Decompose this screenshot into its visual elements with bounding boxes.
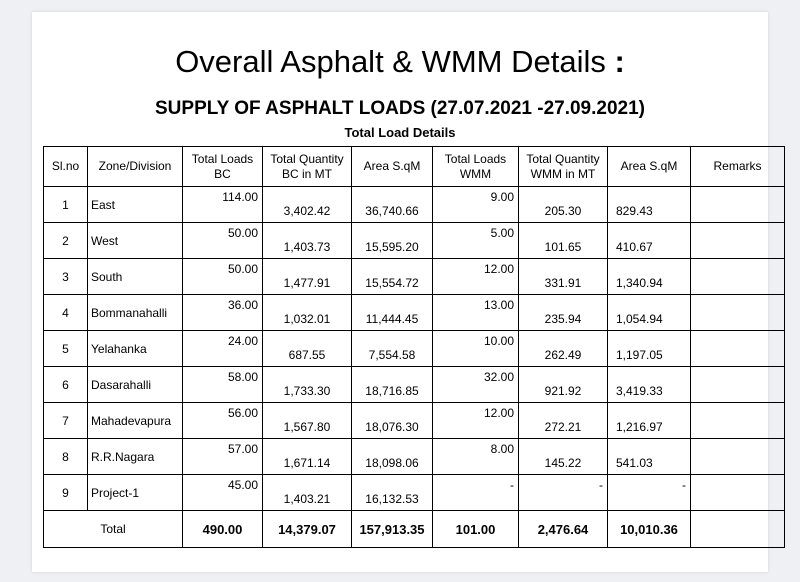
- total-area-wmm: 10,010.36: [608, 511, 691, 548]
- total-area-bc: 157,913.35: [352, 511, 433, 548]
- col-header-slno: Sl.no: [44, 147, 88, 187]
- col-header-loads-bc: Total Loads BC: [183, 147, 263, 187]
- total-loads-wmm: 101.00: [433, 511, 519, 548]
- cell-area-wmm: 1,340.94: [608, 259, 691, 295]
- cell-zone: West: [88, 223, 183, 259]
- cell-slno: 6: [44, 367, 88, 403]
- col-header-area-bc: Area S.qM: [352, 147, 433, 187]
- cell-slno: 7: [44, 403, 88, 439]
- cell-slno: 1: [44, 187, 88, 223]
- cell-loads-wmm: 32.00: [433, 367, 519, 403]
- cell-qty-wmm: 101.65: [519, 223, 608, 259]
- total-row: [44, 511, 785, 548]
- cell-loads-wmm: 9.00: [433, 187, 519, 223]
- cell-slno: 9: [44, 475, 88, 511]
- cell-slno: 2: [44, 223, 88, 259]
- col-header-loads-wmm: Total Loads WMM: [433, 147, 519, 187]
- cell-qty-bc: 1,032.01: [263, 295, 352, 331]
- cell-qty-wmm: 145.22: [519, 439, 608, 475]
- cell-slno: 4: [44, 295, 88, 331]
- col-header-qty-bc: Total Quantity BC in MT: [263, 147, 352, 187]
- table-row: [44, 331, 785, 367]
- cell-area-bc: 15,595.20: [352, 223, 433, 259]
- cell-loads-wmm: 13.00: [433, 295, 519, 331]
- cell-area-wmm: 541.03: [608, 439, 691, 475]
- cell-area-bc: 7,554.58: [352, 331, 433, 367]
- cell-loads-wmm: 5.00: [433, 223, 519, 259]
- cell-loads-wmm: -: [433, 475, 519, 511]
- col-header-zone: Zone/Division: [88, 147, 183, 187]
- cell-qty-wmm: -: [519, 475, 608, 511]
- cell-area-bc: 18,098.06: [352, 439, 433, 475]
- cell-area-bc: 36,740.66: [352, 187, 433, 223]
- cell-loads-bc: 57.00: [183, 439, 263, 475]
- cell-qty-bc: 1,567.80: [263, 403, 352, 439]
- cell-loads-bc: 36.00: [183, 295, 263, 331]
- table-row: [44, 439, 785, 475]
- table-row: [44, 295, 785, 331]
- cell-area-wmm: 1,216.97: [608, 403, 691, 439]
- cell-zone: Project-1: [88, 475, 183, 511]
- cell-qty-bc: 1,477.91: [263, 259, 352, 295]
- cell-area-wmm: -: [608, 475, 691, 511]
- cell-loads-bc: 45.00: [183, 475, 263, 511]
- total-label: Total: [44, 511, 183, 548]
- cell-area-wmm: 1,054.94: [608, 295, 691, 331]
- cell-remarks: [691, 403, 785, 439]
- cell-remarks: [691, 367, 785, 403]
- cell-area-bc: 16,132.53: [352, 475, 433, 511]
- cell-area-wmm: 3,419.33: [608, 367, 691, 403]
- cell-zone: Mahadevapura: [88, 403, 183, 439]
- cell-remarks: [691, 475, 785, 511]
- document-subtitle: SUPPLY OF ASPHALT LOADS (27.07.2021 -27.09.2021): [155, 98, 645, 119]
- table-row: [44, 223, 785, 259]
- cell-qty-bc: 1,733.30: [263, 367, 352, 403]
- cell-qty-bc: 3,402.42: [263, 187, 352, 223]
- total-qty-wmm: 2,476.64: [519, 511, 608, 548]
- cell-remarks: [691, 295, 785, 331]
- cell-remarks: [691, 259, 785, 295]
- cell-loads-wmm: 12.00: [433, 259, 519, 295]
- cell-qty-bc: 1,403.73: [263, 223, 352, 259]
- cell-loads-wmm: 10.00: [433, 331, 519, 367]
- title-colon: :: [614, 44, 625, 79]
- table-row: [44, 475, 785, 511]
- cell-zone: Yelahanka: [88, 331, 183, 367]
- cell-qty-bc: 1,403.21: [263, 475, 352, 511]
- cell-slno: 3: [44, 259, 88, 295]
- total-loads-bc: 490.00: [183, 511, 263, 548]
- table-row: [44, 367, 785, 403]
- total-remarks: [691, 511, 785, 548]
- cell-loads-bc: 50.00: [183, 223, 263, 259]
- total-qty-bc: 14,379.07: [263, 511, 352, 548]
- table-caption: Total Load Details: [344, 125, 456, 140]
- title-text: Overall Asphalt & WMM Details: [175, 44, 606, 79]
- cell-qty-wmm: 235.94: [519, 295, 608, 331]
- cell-remarks: [691, 187, 785, 223]
- cell-loads-bc: 24.00: [183, 331, 263, 367]
- cell-zone: Bommanahalli: [88, 295, 183, 331]
- cell-loads-bc: 56.00: [183, 403, 263, 439]
- cell-qty-wmm: 331.91: [519, 259, 608, 295]
- table-row: [44, 187, 785, 223]
- cell-qty-bc: 687.55: [263, 331, 352, 367]
- cell-remarks: [691, 439, 785, 475]
- cell-slno: 5: [44, 331, 88, 367]
- cell-loads-wmm: 8.00: [433, 439, 519, 475]
- cell-zone: R.R.Nagara: [88, 439, 183, 475]
- document-title: [32, 44, 768, 80]
- table-row: [44, 403, 785, 439]
- col-header-qty-wmm: Total Quantity WMM in MT: [519, 147, 608, 187]
- col-header-remarks: Remarks: [691, 147, 785, 187]
- load-details-table: [43, 146, 785, 548]
- cell-qty-wmm: 272.21: [519, 403, 608, 439]
- cell-qty-wmm: 262.49: [519, 331, 608, 367]
- cell-area-bc: 15,554.72: [352, 259, 433, 295]
- cell-area-wmm: 410.67: [608, 223, 691, 259]
- cell-qty-wmm: 205.30: [519, 187, 608, 223]
- cell-area-wmm: 829.43: [608, 187, 691, 223]
- cell-area-bc: 11,444.45: [352, 295, 433, 331]
- cell-loads-bc: 58.00: [183, 367, 263, 403]
- cell-qty-wmm: 921.92: [519, 367, 608, 403]
- cell-zone: South: [88, 259, 183, 295]
- cell-zone: Dasarahalli: [88, 367, 183, 403]
- document-page: [32, 12, 768, 572]
- cell-zone: East: [88, 187, 183, 223]
- table-row: [44, 259, 785, 295]
- cell-slno: 8: [44, 439, 88, 475]
- cell-area-bc: 18,716.85: [352, 367, 433, 403]
- cell-loads-bc: 50.00: [183, 259, 263, 295]
- cell-area-bc: 18,076.30: [352, 403, 433, 439]
- header-row: [44, 147, 785, 187]
- cell-loads-bc: 114.00: [183, 187, 263, 223]
- cell-qty-bc: 1,671.14: [263, 439, 352, 475]
- col-header-area-wmm: Area S.qM: [608, 147, 691, 187]
- cell-remarks: [691, 331, 785, 367]
- cell-loads-wmm: 12.00: [433, 403, 519, 439]
- cell-area-wmm: 1,197.05: [608, 331, 691, 367]
- cell-remarks: [691, 223, 785, 259]
